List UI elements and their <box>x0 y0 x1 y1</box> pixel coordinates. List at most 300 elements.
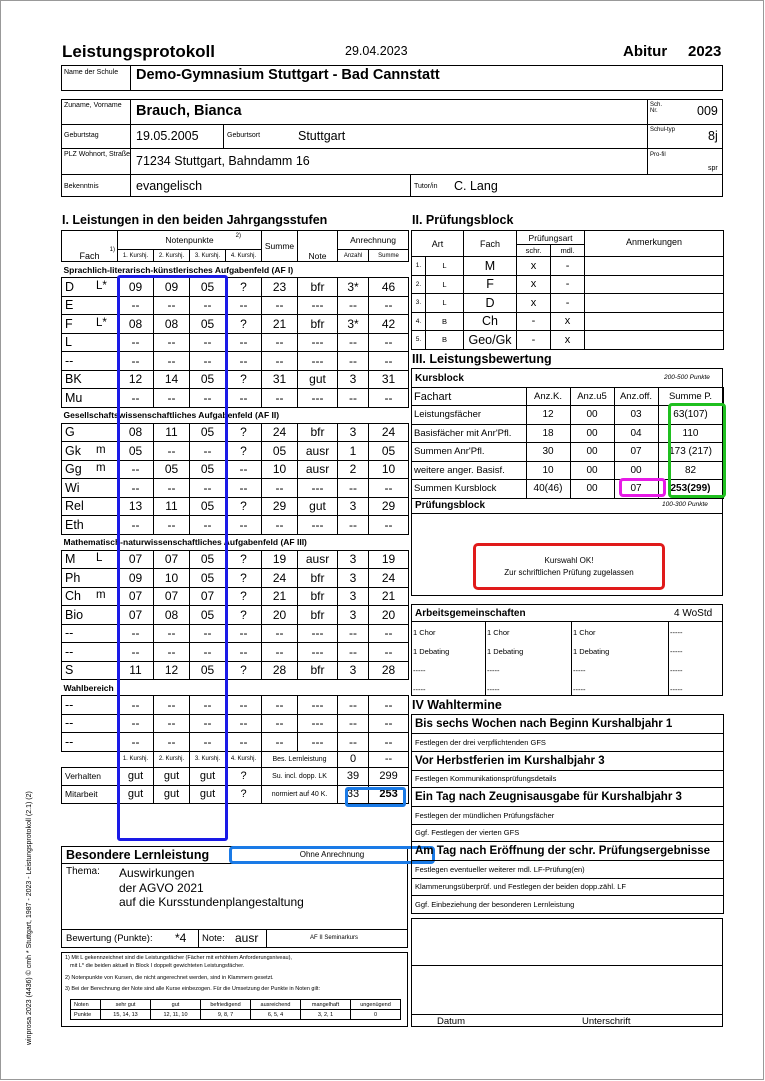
su-sum: 299 <box>369 767 409 785</box>
grade-cell: 05 <box>190 569 226 588</box>
kursblock-cell: 12 <box>526 406 570 425</box>
pruefung-cell: B <box>426 331 464 350</box>
col-notenpunkte: Notenpunkte <box>165 235 214 245</box>
grade-row <box>62 624 409 643</box>
thema-line1: Auswirkungen <box>119 866 195 880</box>
datum-label: Datum <box>437 1016 465 1027</box>
group-header: Wahlbereich <box>62 680 409 696</box>
kursblock-cell: weitere anger. Basisf. <box>411 461 526 480</box>
subject-name: Mu <box>65 390 83 405</box>
grade-cell: 10 <box>262 460 298 479</box>
kursblock-cell: 00 <box>570 461 614 480</box>
grade-cell: -- <box>226 714 262 733</box>
grade-cell: -- <box>262 296 298 315</box>
grade-cell: -- <box>154 479 190 498</box>
grade-cell: -- <box>262 643 298 662</box>
grade-cell: 3 <box>338 423 369 442</box>
grade-cell: 08 <box>154 606 190 625</box>
section1-title: I. Leistungen in den beiden Jahrgangsstufen <box>62 213 328 227</box>
pruefung-cell: 3. <box>412 294 426 313</box>
pruefungsblock-label: Prüfungsblock <box>415 500 486 511</box>
grade-cell: ausr <box>298 550 338 569</box>
subject-name: -- <box>65 697 74 712</box>
grade-cell: -- <box>154 333 190 352</box>
kursblock-cell: 04 <box>614 424 658 443</box>
grade-cell: ? <box>226 661 262 680</box>
grade-cell: 2 <box>338 460 369 479</box>
grade-cell: ? <box>226 315 262 334</box>
subject-name: Ch <box>65 589 81 604</box>
norm-sum: 253 <box>369 785 409 803</box>
grade-cell: -- <box>118 296 154 315</box>
kursblock-cell: 03 <box>614 406 658 425</box>
grade-row <box>62 423 409 442</box>
grade-cell: 3 <box>338 550 369 569</box>
pruefung-row <box>412 257 724 276</box>
grade-cell: 11 <box>154 423 190 442</box>
su-anz: 39 <box>338 767 369 785</box>
grade-cell: -- <box>118 643 154 662</box>
norm-label: normiert auf 40 K. <box>262 785 338 803</box>
norm-anz: 33 <box>338 785 369 803</box>
grade-cell: -- <box>369 624 409 643</box>
anmerkung-cell <box>585 331 724 350</box>
grade-cell: ? <box>226 423 262 442</box>
scale-note: mangelhaft <box>301 1000 351 1010</box>
grade-cell: 24 <box>262 423 298 442</box>
subject-name: -- <box>65 734 74 749</box>
kursblock-cell: 10 <box>526 461 570 480</box>
subject-name: E <box>65 298 74 313</box>
grade-row <box>62 389 409 408</box>
grade-cell: -- <box>262 516 298 535</box>
grade-cell: 11 <box>154 497 190 516</box>
grade-cell: -- <box>226 460 262 479</box>
grade-row <box>62 497 409 516</box>
grade-cell: -- <box>338 352 369 371</box>
col-anrechnung: Anrechnung <box>350 235 396 245</box>
kursblock-cell: 173 (217) <box>658 443 723 462</box>
wahltermin-detail: Festlegen Kommunikationsprüfungsdetails <box>412 770 724 788</box>
wahltermin-heading: Bis sechs Wochen nach Beginn Kurshalbjahr 1 <box>412 715 724 734</box>
grade-row <box>62 696 409 715</box>
grade-cell: ? <box>226 587 262 606</box>
grade-cell: bfr <box>298 661 338 680</box>
grade-cell: -- <box>369 516 409 535</box>
scale-note: gut <box>151 1000 201 1010</box>
grade-cell: 05 <box>190 497 226 516</box>
kursblock-cell: 30 <box>526 443 570 462</box>
af-value: AF II Seminarkurs <box>310 935 359 941</box>
grade-cell: 23 <box>262 278 298 297</box>
subject-name: Bio <box>65 607 84 622</box>
grade-cell: --- <box>298 352 338 371</box>
grade-cell: -- <box>154 442 190 461</box>
subject-name: Gg <box>65 462 82 477</box>
grade-cell: -- <box>338 296 369 315</box>
ag-cell: 1 Debating <box>573 647 610 656</box>
grade-row <box>62 714 409 733</box>
school-label: Name der Schule <box>64 69 119 76</box>
grade-cell: --- <box>298 696 338 715</box>
subject-level: L* <box>96 316 107 329</box>
birthplace-label: Geburtsort <box>227 132 261 139</box>
pruefung-row <box>412 294 724 313</box>
grade-cell: -- <box>338 733 369 752</box>
grade-cell: 10 <box>154 569 190 588</box>
grade-row <box>62 569 409 588</box>
grade-cell: 10 <box>369 460 409 479</box>
section2-title: II. Prüfungsblock <box>412 213 514 227</box>
grade-cell: bfr <box>298 315 338 334</box>
grade-cell: bfr <box>298 423 338 442</box>
grade-cell: --- <box>298 296 338 315</box>
col-fach: Fach 1) <box>62 231 118 262</box>
unterschrift-label: Unterschrift <box>582 1016 631 1027</box>
subject-name: -- <box>65 626 74 641</box>
grade-cell: -- <box>190 624 226 643</box>
pruefung-row <box>412 331 724 350</box>
subject-level: m <box>96 443 106 456</box>
grade-cell: -- <box>369 696 409 715</box>
pruefung-cell: - <box>551 275 585 294</box>
grade-cell: 08 <box>118 423 154 442</box>
grade-cell: -- <box>262 714 298 733</box>
grade-cell: --- <box>298 389 338 408</box>
subject-name: M <box>65 552 76 567</box>
kursblock-header: Anz.u5 <box>570 388 614 406</box>
ag-cell: ----- <box>670 628 683 637</box>
pruefung-cell: L <box>426 294 464 313</box>
tutor-value: C. Lang <box>454 179 498 193</box>
grade-cell: -- <box>190 333 226 352</box>
grade-cell: 08 <box>118 315 154 334</box>
pruefung-cell: - <box>517 312 551 331</box>
grade-cell: ? <box>226 370 262 389</box>
grade-cell: -- <box>118 696 154 715</box>
grade-cell: -- <box>369 733 409 752</box>
grade-cell: 21 <box>262 315 298 334</box>
wahltermin-detail: Ggf. Festlegen der vierten GFS <box>412 824 724 842</box>
grade-cell: 20 <box>369 606 409 625</box>
grade-row <box>62 460 409 479</box>
scale-points: 15, 14, 13 <box>101 1010 151 1020</box>
subject-level: m <box>96 589 106 602</box>
grade-cell: -- <box>262 333 298 352</box>
grade-cell: ausr <box>298 460 338 479</box>
zugelassen-text: Zur schriftlichen Prüfung zugelassen <box>504 568 634 577</box>
grade-cell: 46 <box>369 278 409 297</box>
wahltermine-table <box>411 714 724 914</box>
ag-title: Arbeitsgemeinschaften <box>415 608 526 619</box>
pruefung-cell: L <box>426 257 464 276</box>
subject-level: m <box>96 462 106 475</box>
mitarbeit-label: Mitarbeit <box>62 785 118 803</box>
grade-cell: -- <box>118 624 154 643</box>
grade-cell: -- <box>226 352 262 371</box>
grade-cell: 3 <box>338 606 369 625</box>
grade-cell: --- <box>298 516 338 535</box>
grade-cell: --- <box>298 333 338 352</box>
thema-line3: auf die Kursstundenplangestaltung <box>119 895 304 909</box>
kursblock-cell: 63(107) <box>658 406 723 425</box>
footnote-3: 3) Bei der Berechnung der Note sind alle Kurse einbezogen. Für die Umsetzung der Punkte in Noten gilt: <box>65 986 320 992</box>
wahltermin-detail: Festlegen eventueller weiterer mdl. LF-Prüfung(en) <box>412 861 724 879</box>
grade-cell: -- <box>369 479 409 498</box>
schultyp-label: Schul-typ <box>650 127 676 133</box>
scale-note: ungenügend <box>351 1000 401 1010</box>
kursblock-cell: 00 <box>570 406 614 425</box>
birthday-label: Geburtstag <box>64 132 99 139</box>
grade-cell: 05 <box>190 423 226 442</box>
grade-cell: -- <box>154 352 190 371</box>
pruefung-cell: x <box>517 294 551 313</box>
grade-row <box>62 479 409 498</box>
ag-cell: ----- <box>573 685 586 694</box>
grade-cell: -- <box>190 516 226 535</box>
religion-value: evangelisch <box>136 179 203 193</box>
bes-anz: 0 <box>338 751 369 767</box>
side-copyright: winprosa 2023 (4436) © cmh * Stuttgart, 1987 - 2023 - Leistungsprotokoll (2.1) (2) <box>26 791 33 1045</box>
grade-cell: 21 <box>262 587 298 606</box>
anz-off-highlight <box>619 478 666 497</box>
religion-label: Bekenntnis <box>64 183 99 190</box>
grade-cell: 3 <box>338 370 369 389</box>
grade-cell: -- <box>154 624 190 643</box>
grade-cell: -- <box>226 696 262 715</box>
pruefungsblock-range: 100-300 Punkte <box>662 501 708 508</box>
wahltermin-heading: Vor Herbstferien im Kurshalbjahr 3 <box>412 751 724 770</box>
grade-cell: 07 <box>118 550 154 569</box>
grade-cell: gut <box>298 370 338 389</box>
grade-cell: 11 <box>118 661 154 680</box>
pruefung-cell: - <box>517 331 551 350</box>
subject-name: L <box>65 335 72 350</box>
grade-cell: 3 <box>338 587 369 606</box>
grade-cell: 1 <box>338 442 369 461</box>
kursblock-cell: 00 <box>570 424 614 443</box>
ohne-anrechnung-tag: Ohne Anrechnung <box>229 846 435 864</box>
bewertung-value: *4 <box>175 931 187 945</box>
name-label: Zuname, Vorname <box>64 102 122 109</box>
address-label: PLZ Wohnort, Straße <box>64 151 131 158</box>
kursblock-cell: 110 <box>658 424 723 443</box>
grade-cell: -- <box>190 643 226 662</box>
section4-title: IV Wahltermine <box>412 698 502 712</box>
besondere-title: Besondere Lernleistung <box>66 848 210 862</box>
birthday-value: 19.05.2005 <box>136 129 199 143</box>
grade-cell: -- <box>262 479 298 498</box>
grade-cell: 07 <box>190 587 226 606</box>
grade-cell: bfr <box>298 587 338 606</box>
grade-row <box>62 296 409 315</box>
address-value: 71234 Stuttgart, Bahndamm 16 <box>136 154 310 168</box>
grade-cell: -- <box>118 460 154 479</box>
kurswahl-ok: Kurswahl OK! <box>544 556 594 565</box>
grade-cell: -- <box>338 696 369 715</box>
profil-value: spr <box>708 165 718 172</box>
bes-lernleistung-highlight <box>345 787 406 807</box>
anmerkung-cell <box>585 275 724 294</box>
grade-row <box>62 661 409 680</box>
summe-highlight <box>668 403 726 498</box>
signature-box <box>411 918 723 1027</box>
grade-cell: -- <box>190 696 226 715</box>
grade-cell: ? <box>226 550 262 569</box>
grade-cell: 14 <box>154 370 190 389</box>
kursblock-header: Anz.off. <box>614 388 658 406</box>
grade-cell: 21 <box>369 587 409 606</box>
name-value: Brauch, Bianca <box>136 103 242 119</box>
grade-cell: -- <box>190 352 226 371</box>
group-header: Mathematisch-naturwissenschaftliches Aufgabenfeld (AF III) <box>62 534 409 550</box>
wahltermin-heading: Ein Tag nach Zeugnisausgabe für Kurshalbjahr 3 <box>412 788 724 807</box>
pruefungsblock-table: Art Fach Prüfungsart Anmerkungen schr. mdl. 1. L M x - 2. L F x - 3. L D x - 4. B Ch - x 5. B Geo/Gk - x <box>411 230 724 350</box>
pruefung-cell: M <box>464 257 517 276</box>
kursblock-cell: 07 <box>614 443 658 462</box>
kursblock-cell: Summen Kursblock <box>411 480 526 499</box>
bes-sum: -- <box>369 751 409 767</box>
grade-cell: -- <box>369 296 409 315</box>
school-name: Demo-Gymnasium Stuttgart - Bad Cannstatt <box>136 67 440 83</box>
scale-note: befriedigend <box>201 1000 251 1010</box>
grade-cell: -- <box>226 333 262 352</box>
birthplace-value: Stuttgart <box>298 129 346 143</box>
grade-cell: 05 <box>190 315 226 334</box>
pruefung-row <box>412 275 724 294</box>
grade-cell: -- <box>154 696 190 715</box>
kursblock-header: Summe P. <box>658 388 723 406</box>
grade-cell: ? <box>226 497 262 516</box>
kursblock-cell: Leistungsfächer <box>411 406 526 425</box>
grade-cell: -- <box>118 479 154 498</box>
grade-cell: 05 <box>369 442 409 461</box>
ag-cell: ----- <box>413 685 426 694</box>
subject-level: L* <box>96 279 107 292</box>
ag-cell: ----- <box>670 666 683 675</box>
anmerkung-cell <box>585 294 724 313</box>
page-title: Leistungsprotokoll <box>62 42 215 61</box>
grade-cell: -- <box>190 733 226 752</box>
note-label: Note: <box>202 933 225 944</box>
kursblock-cell: 00 <box>570 443 614 462</box>
grade-cell: 05 <box>190 278 226 297</box>
grade-cell: -- <box>118 714 154 733</box>
grade-cell: -- <box>338 333 369 352</box>
ag-cell: 1 Chor <box>573 628 596 637</box>
grade-cell: -- <box>226 296 262 315</box>
grade-cell: 05 <box>190 370 226 389</box>
profil-label: Pro-fil <box>650 152 666 158</box>
ag-cell: ----- <box>413 666 426 675</box>
grade-cell: 19 <box>369 550 409 569</box>
anmerkung-cell <box>585 312 724 331</box>
grade-cell: -- <box>190 479 226 498</box>
grade-cell: -- <box>262 352 298 371</box>
notenpunkte-highlight <box>117 275 228 841</box>
subject-name: Rel <box>65 499 84 514</box>
pruefung-cell: 2. <box>412 275 426 294</box>
grades-table: Fach 1) Notenpunkte 2) 1. Kurshj. 2. Kurshj. 3. Kurshj. 4. Kurshj. Summe Note Anrechnung Anzahl Summe Sprachlich-literarisch-künstlerisches Aufgabenfeld (AF I) D L* 09 09 05 ? 23 bfr 3* 46 E -- -- -- -- -- --- -- -- F L* 08 08 05 ? 21 bfr 3* 42 L -- -- -- -- -- --- -- -- -- -- -- -- -- -- --- -- -- BK 12 14 05 ? 31 gut 3 31 Mu -- -- -- -- -- --- -- -- Gesellschaftswissenschaftliches Aufgabenfeld (AF II) G 08 11 05 ? 24 bfr 3 24 Gk m 05 -- -- ? 05 ausr 1 05 Gg m -- 05 05 -- 10 ausr 2 10 Wi -- -- -- -- -- --- -- -- Rel 13 11 05 ? 29 gut 3 29 Eth -- -- -- -- -- --- -- -- Mathematisch-naturwissenschaftliches Aufgabenfeld (AF III) M L 07 07 05 ? 19 ausr 3 19 Ph 09 10 05 ? 24 bfr 3 24 Ch m 07 07 07 ? 21 bfr 3 21 Bio 07 08 05 ? 20 bfr 3 20 -- -- -- -- -- -- --- -- -- -- -- -- -- -- -- --- -- -- S 11 12 05 ? 28 bfr 3 28 Wahlbereich -- -- -- -- -- -- --- -- -- -- -- -- -- -- -- --- -- -- -- -- -- -- -- -- --- -- -- 1. Kurshj. 2. Kurshj. 3. Kurshj. 4. Kurshj. Bes. Lernleistung 0 -- Verhalten gut gut gut ? Su. incl. dopp. LK 39 299 Mitarbeit gut gut gut ? normiert auf 40 K. 33 253 <box>61 230 409 804</box>
grade-cell: -- <box>190 714 226 733</box>
grade-cell: -- <box>226 624 262 643</box>
subject-name: F <box>65 316 73 331</box>
grade-row <box>62 315 409 334</box>
grade-cell: 28 <box>262 661 298 680</box>
kursblock-cell: 18 <box>526 424 570 443</box>
grade-cell: -- <box>118 352 154 371</box>
grade-cell: --- <box>298 733 338 752</box>
grade-cell: -- <box>154 643 190 662</box>
kursblock-cell: 07 <box>614 480 658 499</box>
ag-cell: ----- <box>487 685 500 694</box>
group-header: Sprachlich-literarisch-künstlerisches Aufgabenfeld (AF I) <box>62 262 409 278</box>
grade-cell: 05 <box>190 550 226 569</box>
grade-cell: 28 <box>369 661 409 680</box>
grade-cell: 3* <box>338 315 369 334</box>
ag-cell: ----- <box>487 666 500 675</box>
grade-cell: 09 <box>118 278 154 297</box>
grade-cell: 09 <box>154 278 190 297</box>
grade-cell: -- <box>338 643 369 662</box>
grade-cell: -- <box>369 333 409 352</box>
bes-lernleistung-label: Bes. Lernleistung <box>262 751 338 767</box>
footnote-1b: mit L* die beiden aktuell in Block I doppelt gewichteten Leistungsfächer. <box>70 963 245 969</box>
grade-cell: ? <box>226 606 262 625</box>
sch-nr-label: Sch. Nr. <box>650 102 663 114</box>
grade-cell: 19 <box>262 550 298 569</box>
kursblock-cell: Summen Anr'Pfl. <box>411 443 526 462</box>
kursblock-header: Anz.K. <box>526 388 570 406</box>
pruefung-row <box>412 312 724 331</box>
kursblock-cell: Basisfächer mit Anr'Pfl. <box>411 424 526 443</box>
grade-cell: --- <box>298 714 338 733</box>
sch-nr-value: 009 <box>697 104 718 118</box>
grade-cell: 20 <box>262 606 298 625</box>
grade-cell: bfr <box>298 569 338 588</box>
grade-cell: --- <box>298 479 338 498</box>
wahltermin-detail: Klammerungsüberprüf. und Festlegen der beiden dopp.zähl. LF <box>412 878 724 896</box>
grade-cell: 42 <box>369 315 409 334</box>
grade-cell: -- <box>154 516 190 535</box>
grade-cell: 24 <box>262 569 298 588</box>
grade-cell: -- <box>226 389 262 408</box>
grade-cell: -- <box>226 479 262 498</box>
scale-points: 9, 8, 7 <box>201 1010 251 1020</box>
grade-cell: 3 <box>338 497 369 516</box>
grade-cell: 31 <box>262 370 298 389</box>
grade-cell: 05 <box>190 606 226 625</box>
grade-cell: 12 <box>154 661 190 680</box>
ag-cell: ----- <box>670 647 683 656</box>
grade-cell: -- <box>262 696 298 715</box>
wahltermin-detail: Festlegen der drei verpflichtenden GFS <box>412 734 724 752</box>
grade-cell: ? <box>226 569 262 588</box>
verhalten-label: Verhalten <box>62 767 118 785</box>
subject-name: G <box>65 425 75 440</box>
grade-cell: 24 <box>369 423 409 442</box>
grade-cell: --- <box>298 643 338 662</box>
scale-points: 6, 5, 4 <box>251 1010 301 1020</box>
pruefung-cell: L <box>426 275 464 294</box>
subject-name: -- <box>65 353 74 368</box>
grade-cell: 05 <box>190 460 226 479</box>
kursblock-label: Kursblock <box>415 373 464 384</box>
subject-name: Eth <box>65 517 84 532</box>
grade-cell: 24 <box>369 569 409 588</box>
ag-cell: 1 Debating <box>487 647 524 656</box>
notes-scale-table: Noten sehr gut gut befriedigend ausreichend mangelhaft ungenügend Punkte 15, 14, 13 12, 11, 10 9, 8, 7 6, 5, 4 3, 2, 1 0 <box>70 999 401 1020</box>
